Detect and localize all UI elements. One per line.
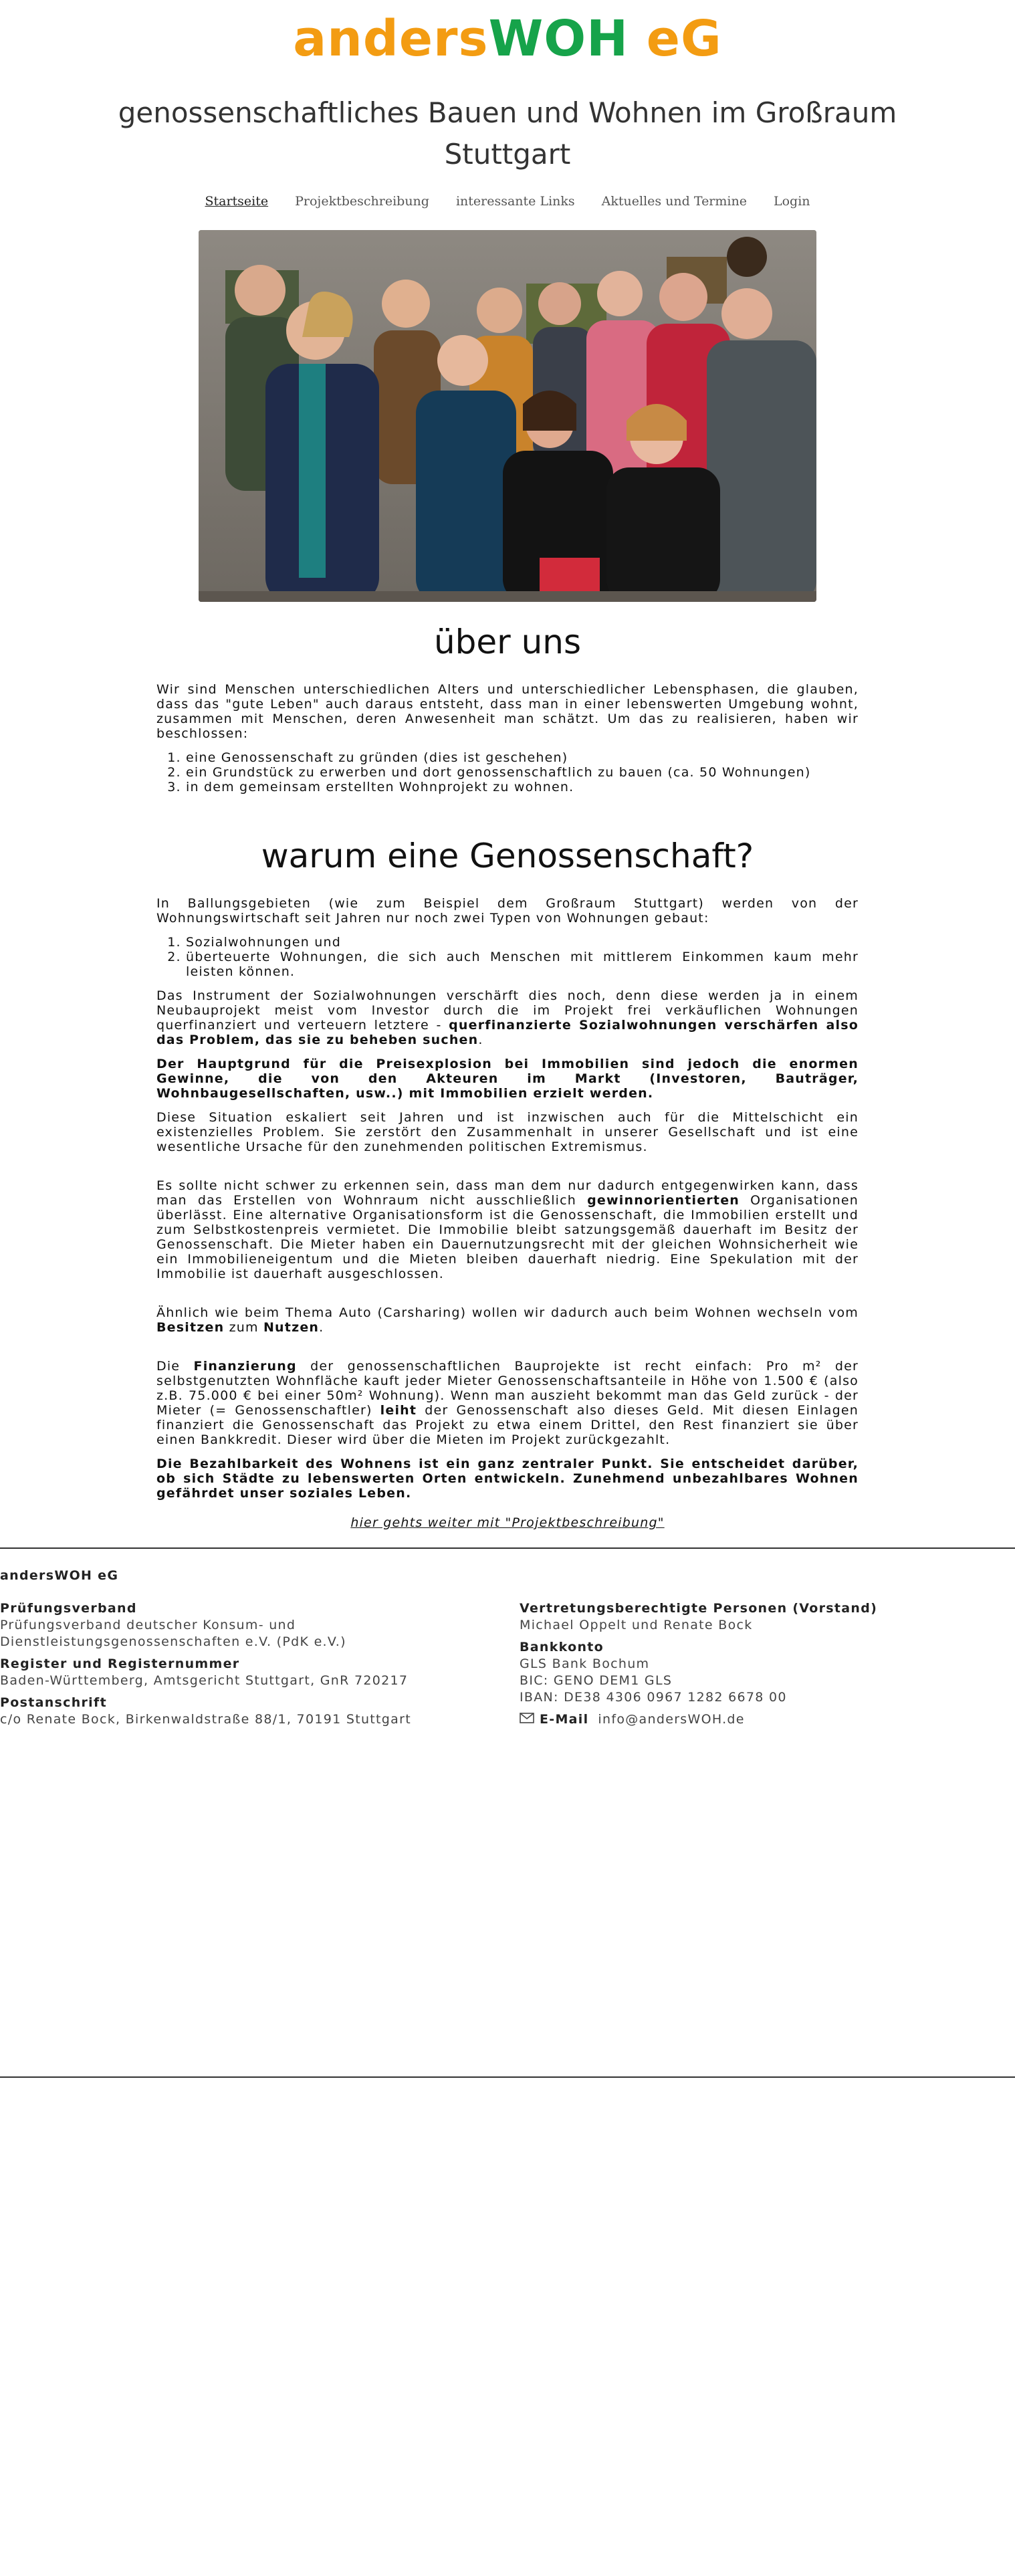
footer-pruefungsverband-label: Prüfungsverband [0, 1601, 137, 1616]
why-paragraph-8: Die Bezahlbarkeit des Wohnens ist ein ganz zentraler Punkt. Sie entscheidet darüber, ob sich Städte zu lebenswerten Orten entwickeln. Zunehmend unbezahlbares Wohnen gefährdet unser soziales Leben. [156, 1457, 859, 1501]
nav-item-aktuelles-termine[interactable]: Aktuelles und Termine [601, 194, 747, 209]
footer-bank-label: Bankkonto [520, 1640, 604, 1654]
footer-register-label: Register und Registernummer [0, 1656, 240, 1671]
footer-divider-bottom [0, 2076, 1015, 2078]
about-intro: Wir sind Menschen unterschiedlichen Alters und unterschiedlicher Lebensphasen, die glauben, dass das "gute Leben" auch daraus entsteht, dass man in einer lebenswerten Umgebung wohnt, zusammen mit Menschen, deren Anwesenheit man schätzt. Um das zu realisieren, haben wir beschlossen: [156, 682, 859, 741]
footer-vertretung-value: Michael Oppelt und Renate Bock [520, 1618, 753, 1632]
nav-item-login[interactable]: Login [773, 194, 810, 209]
why-paragraph-7: Die Finanzierung der genossenschaftlichen Bauprojekte ist recht einfach: Pro m² der selbstgenutzten Wohnfläche kauft jeder Mieter Genossenschaftsanteile in Höhe von 1.500 € (also z.B. 75.000 € bei einer 50m² Wohnung). Wenn man auszieht bekommt man das Geld zurück - der Mieter (= Genossenschaftler) leiht der Genossenschaft also dieses Geld. Mit diesen Einlagen finanziert die Genossenschaft das Projekt zu etwa einem Drittel, den Rest finanziert sie über einen Bankkredit. Dieser wird über die Mieten im Projekt zurückgezahlt. [156, 1359, 859, 1447]
group-photo [199, 230, 816, 602]
list-item: 1. Sozialwohnungen und [186, 935, 859, 950]
nav-item-interessante-links[interactable]: interessante Links [455, 194, 575, 209]
envelope-icon [520, 1711, 534, 1728]
site-logo[interactable] [0, 12, 1015, 66]
footer-email-link[interactable]: info@andersWOH.de [598, 1712, 745, 1727]
footer-pruefungsverband-value: Prüfungsverband deutscher Konsum- und Dienstleistungsgenossenschaften e.V. (PdK e.V.) [0, 1618, 346, 1649]
why-paragraph-6: Ähnlich wie beim Thema Auto (Carsharing) wollen wir dadurch auch beim Wohnen wechseln vom Besitzen zum Nutzen. [156, 1305, 859, 1335]
about-heading: über uns [433, 623, 582, 661]
list-item: 2. überteuerte Wohnungen, die sich auch Menschen mit mittlerem Einkommen kaum mehr leisten können. [186, 950, 859, 979]
footer-post-value: c/o Renate Bock, Birkenwaldstraße 88/1, 70191 Stuttgart [0, 1712, 411, 1727]
why-list [156, 935, 859, 979]
footer-email-label: E-Mail [540, 1712, 589, 1727]
why-paragraph-2: Das Instrument der Sozialwohnungen verschärft dies noch, denn diese werden ja in einem Neubauprojekt meist vom Investor durch die im Projekt frei verkäuflichen Wohnungen querfinanziert und verteuern letztere - querfinanzierte Sozialwohnungen verschärfen also das Problem, das sie zu beheben suchen. [156, 988, 859, 1047]
footer-left-column [0, 1600, 520, 1733]
footer-right-column [520, 1600, 988, 1733]
logo-part-anders: anders [293, 10, 489, 68]
footer-bank-bic: BIC: GENO DEM1 GLS [520, 1673, 673, 1688]
footer [0, 1549, 1015, 1733]
why-paragraph-5: Es sollte nicht schwer zu erkennen sein, dass man dem nur dadurch entgegenwirken kann, dass man das Erstellen von Wohnraum nicht ausschließlich gewinnorientierten Organisationen überlässt. Eine alternative Organisationsform ist die Genossenschaft, die Immobilien erstellt und zum Selbstkostenpreis vermietet. Die Immobilie bleibt satzungsgemäß dauerhaft im Besitz der Genossenschaft. Die Mieter haben ein Dauernutzungsrecht mit der gleichen Wohnsicherheit wie ein Immobilieneigentum und die Mieten bleiben dauerhaft niedrig. Eine Spekulation mit der Immobilie ist dauerhaft ausgeschlossen. [156, 1178, 859, 1281]
footer-email-row [520, 1711, 988, 1728]
footer-vertretung-label: Vertretungsberechtigte Personen (Vorstand) [520, 1601, 878, 1616]
why-heading: warum eine Genossenschaft? [261, 837, 754, 875]
logo-part-eg: eG [629, 10, 722, 68]
main-nav [0, 194, 1015, 209]
footer-post-label: Postanschrift [0, 1695, 107, 1710]
footer-brand: andersWOH eG [0, 1568, 119, 1583]
why-paragraph-1: In Ballungsgebieten (wie zum Beispiel dem Großraum Stuttgart) werden von der Wohnungswirtschaft seit Jahren nur noch zwei Typen von Wohnungen gebaut: [156, 896, 859, 926]
footer-register-value: Baden-Württemberg, Amtsgericht Stuttgart, GnR 720217 [0, 1673, 409, 1688]
footer-bank-name: GLS Bank Bochum [520, 1656, 650, 1671]
site-tagline: genossenschaftliches Bauen und Wohnen im Großraum Stuttgart [118, 96, 897, 171]
next-page-link[interactable]: hier gehts weiter mit "Projektbeschreibung" [350, 1515, 665, 1530]
main-content [156, 622, 859, 1530]
footer-bank-iban: IBAN: DE38 4306 0967 1282 6678 00 [520, 1690, 787, 1705]
nav-item-projektbeschreibung[interactable]: Projektbeschreibung [295, 194, 429, 209]
logo-part-woh: WOH [488, 10, 629, 68]
why-paragraph-3: Der Hauptgrund für die Preisexplosion bei Immobilien sind jedoch die enormen Gewinne, die von den Akteuren im Markt (Investoren, Bauträger, Wohnbaugesellschaften, usw..) mit Immobilien erzielt werden. [156, 1057, 859, 1101]
why-paragraph-4: Diese Situation eskaliert seit Jahren und ist inzwischen auch für die Mittelschicht ein existenzielles Problem. Sie zerstört den Zusammenhalt in unserer Gesellschaft und ist eine wesentliche Ursache für den zunehmenden politischen Extremismus. [156, 1110, 859, 1154]
nav-item-startseite[interactable]: Startseite [205, 194, 269, 209]
list-item: 2. ein Grundstück zu erwerben und dort genossenschaftlich zu bauen (ca. 50 Wohnungen) [186, 765, 859, 780]
list-item: 1. eine Genossenschaft zu gründen (dies ist geschehen) [186, 750, 859, 765]
about-list [156, 750, 859, 794]
list-item: 3. in dem gemeinsam erstellten Wohnprojekt zu wohnen. [186, 780, 859, 794]
